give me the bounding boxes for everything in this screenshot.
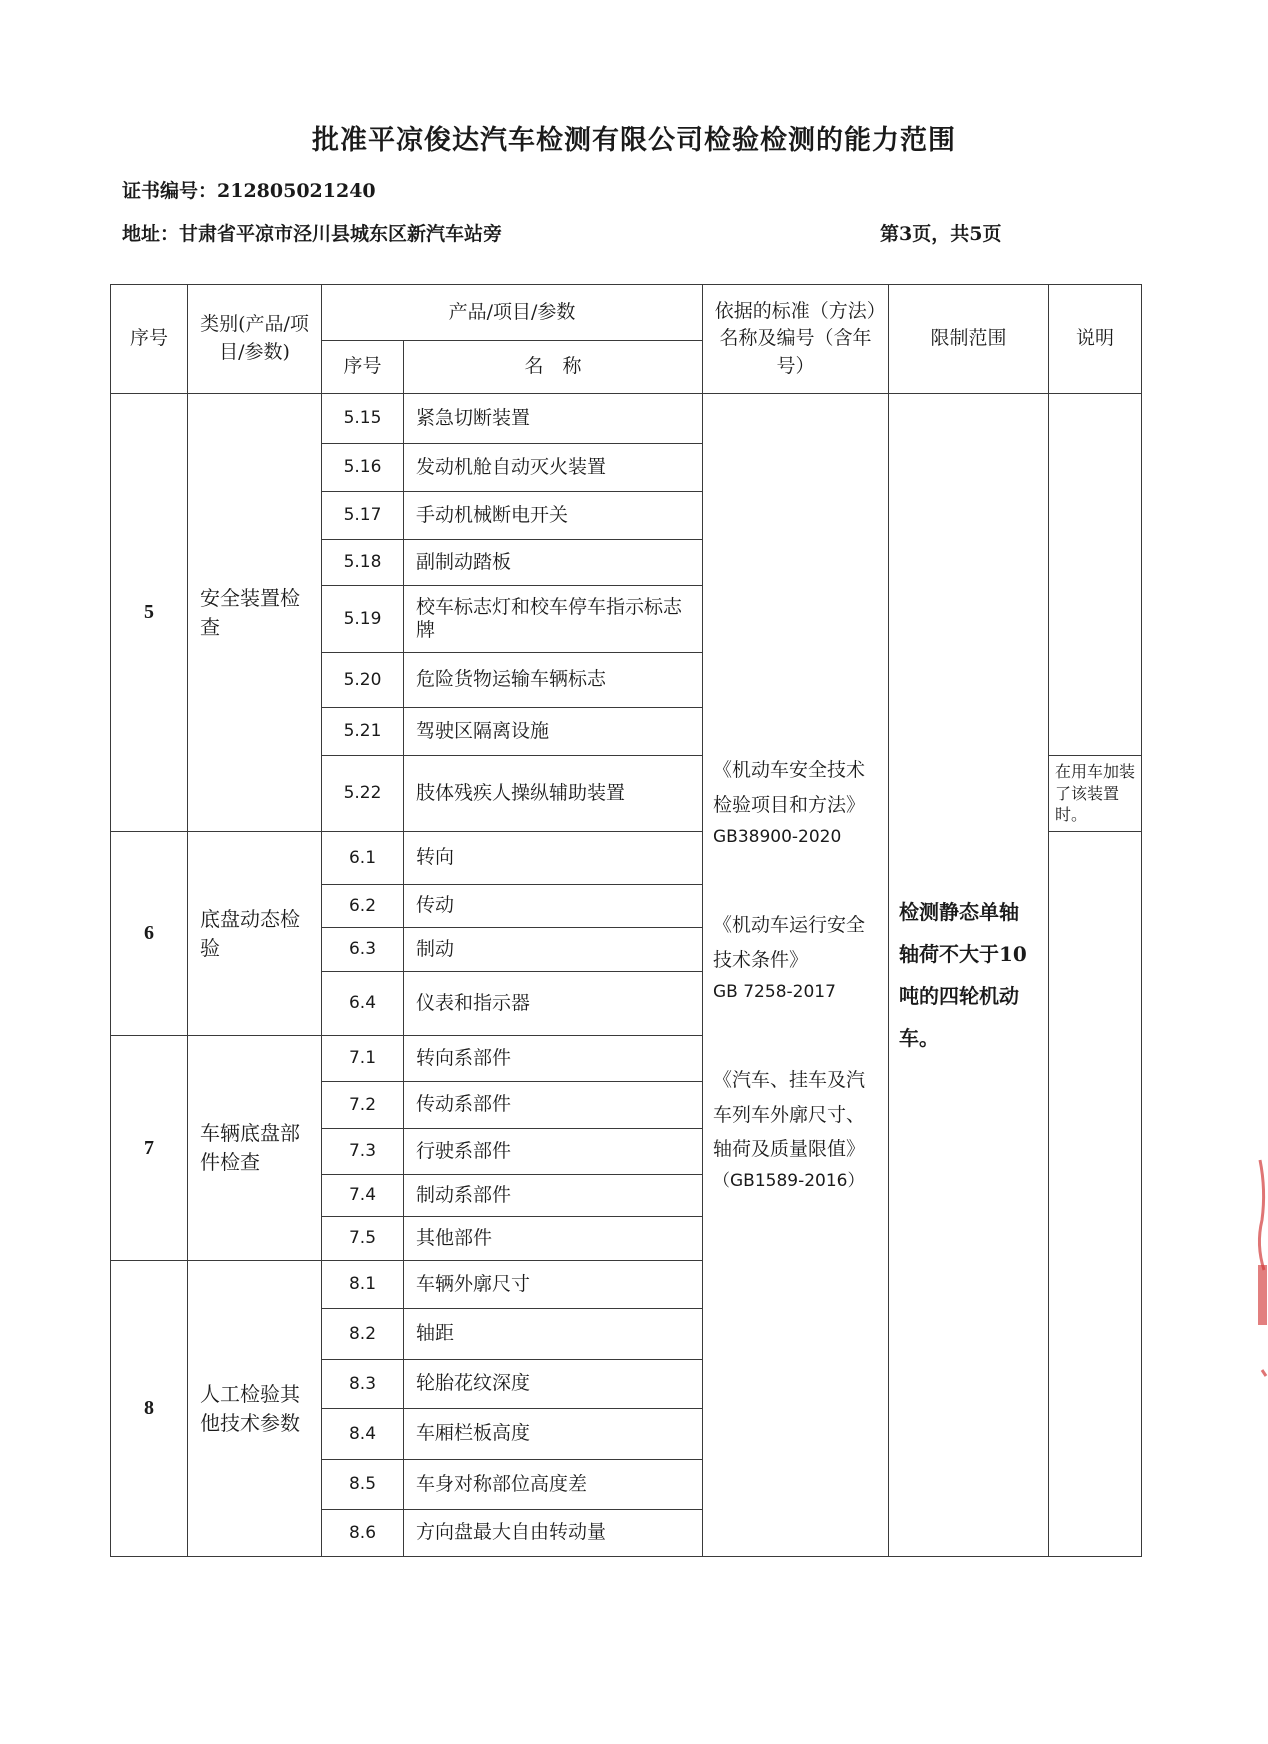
- item-no: 5.18: [322, 540, 404, 586]
- item-name: 转向: [404, 832, 703, 885]
- item-no: 7.1: [322, 1036, 404, 1082]
- header-sub-seq: 序号: [322, 341, 404, 394]
- header-standard: 依据的标准（方法）名称及编号（含年号）: [703, 285, 889, 394]
- limit-scope: 检测静态单轴轴荷不大于10吨的四轮机动车。: [889, 394, 1049, 1557]
- group-category: 底盘动态检验: [188, 832, 322, 1036]
- note-empty: [1049, 394, 1142, 756]
- item-name: 仪表和指示器: [404, 972, 703, 1036]
- item-no: 8.6: [322, 1510, 404, 1557]
- header-note: 说明: [1049, 285, 1142, 394]
- item-name: 方向盘最大自由转动量: [404, 1510, 703, 1557]
- standard-3-name: 《汽车、挂车及汽车列车外廓尺寸、轴荷及质量限值》: [713, 1069, 866, 1160]
- item-name: 危险货物运输车辆标志: [404, 653, 703, 708]
- item-name: 传动: [404, 885, 703, 928]
- item-no: 5.20: [322, 653, 404, 708]
- page-info: 第3页，共5页: [880, 223, 1002, 245]
- group-category: 车辆底盘部件检查: [188, 1036, 322, 1261]
- item-no: 5.15: [322, 394, 404, 444]
- group-category: 人工检验其他技术参数: [188, 1261, 322, 1557]
- item-name: 制动: [404, 928, 703, 972]
- item-name: 副制动踏板: [404, 540, 703, 586]
- item-name: 发动机舱自动灭火装置: [404, 444, 703, 492]
- item-name: 校车标志灯和校车停车指示标志牌: [404, 586, 703, 653]
- standard-2-name: 《机动车运行安全技术条件》: [713, 914, 866, 971]
- item-name: 轴距: [404, 1309, 703, 1360]
- item-no: 7.4: [322, 1175, 404, 1217]
- group-seq: 5: [111, 394, 188, 832]
- item-no: 8.2: [322, 1309, 404, 1360]
- item-name: 车厢栏板高度: [404, 1409, 703, 1460]
- item-name: 手动机械断电开关: [404, 492, 703, 540]
- item-name: 车身对称部位高度差: [404, 1460, 703, 1510]
- standard-cell: [703, 394, 889, 1557]
- item-name: 转向系部件: [404, 1036, 703, 1082]
- item-no: 6.4: [322, 972, 404, 1036]
- item-no: 8.4: [322, 1409, 404, 1460]
- standard-1-code: GB38900-2020: [713, 826, 842, 847]
- item-name: 传动系部件: [404, 1082, 703, 1129]
- group-seq: 6: [111, 832, 188, 1036]
- item-name: 紧急切断装置: [404, 394, 703, 444]
- standard-2-code: GB 7258-2017: [713, 981, 836, 1002]
- item-no: 8.3: [322, 1360, 404, 1409]
- header-category: 类别(产品/项目/参数): [188, 285, 322, 394]
- header-product-group: 产品/项目/参数: [322, 285, 703, 341]
- item-no: 7.2: [322, 1082, 404, 1129]
- item-name: 轮胎花纹深度: [404, 1360, 703, 1409]
- item-no: 8.5: [322, 1460, 404, 1510]
- item-name: 其他部件: [404, 1217, 703, 1261]
- item-no: 5.21: [322, 708, 404, 756]
- note-empty: [1049, 832, 1142, 1557]
- standard-3-code: （GB1589-2016）: [713, 1170, 865, 1191]
- note-5-22: 在用车加装了该装置时。: [1049, 756, 1142, 832]
- item-name: 车辆外廓尺寸: [404, 1261, 703, 1309]
- group-seq: 7: [111, 1036, 188, 1261]
- item-no: 5.19: [322, 586, 404, 653]
- item-name: 驾驶区隔离设施: [404, 708, 703, 756]
- item-no: 6.1: [322, 832, 404, 885]
- certificate-number: 证书编号：212805021240: [122, 180, 376, 202]
- item-no: 7.5: [322, 1217, 404, 1261]
- header-limit: 限制范围: [889, 285, 1049, 394]
- standard-1-name: 《机动车安全技术检验项目和方法》: [713, 759, 866, 816]
- group-seq: 8: [111, 1261, 188, 1557]
- item-no: 6.3: [322, 928, 404, 972]
- document-title: 批准平凉俊达汽车检测有限公司检验检测的能力范围: [312, 125, 956, 156]
- table-row: [111, 394, 1142, 444]
- item-name: 肢体残疾人操纵辅助装置: [404, 756, 703, 832]
- item-no: 8.1: [322, 1261, 404, 1309]
- header-seq: 序号: [111, 285, 188, 394]
- header-name: 名 称: [404, 341, 703, 394]
- item-name: 制动系部件: [404, 1175, 703, 1217]
- seal-stamp-edge: [1250, 1150, 1268, 1430]
- item-no: 7.3: [322, 1129, 404, 1175]
- group-category: 安全装置检查: [188, 394, 322, 832]
- item-no: 5.16: [322, 444, 404, 492]
- address: 地址：甘肃省平凉市泾川县城东区新汽车站旁: [122, 223, 503, 245]
- item-no: 5.17: [322, 492, 404, 540]
- item-no: 5.22: [322, 756, 404, 832]
- capability-scope-table: [110, 284, 1142, 1557]
- item-name: 行驶系部件: [404, 1129, 703, 1175]
- item-no: 6.2: [322, 885, 404, 928]
